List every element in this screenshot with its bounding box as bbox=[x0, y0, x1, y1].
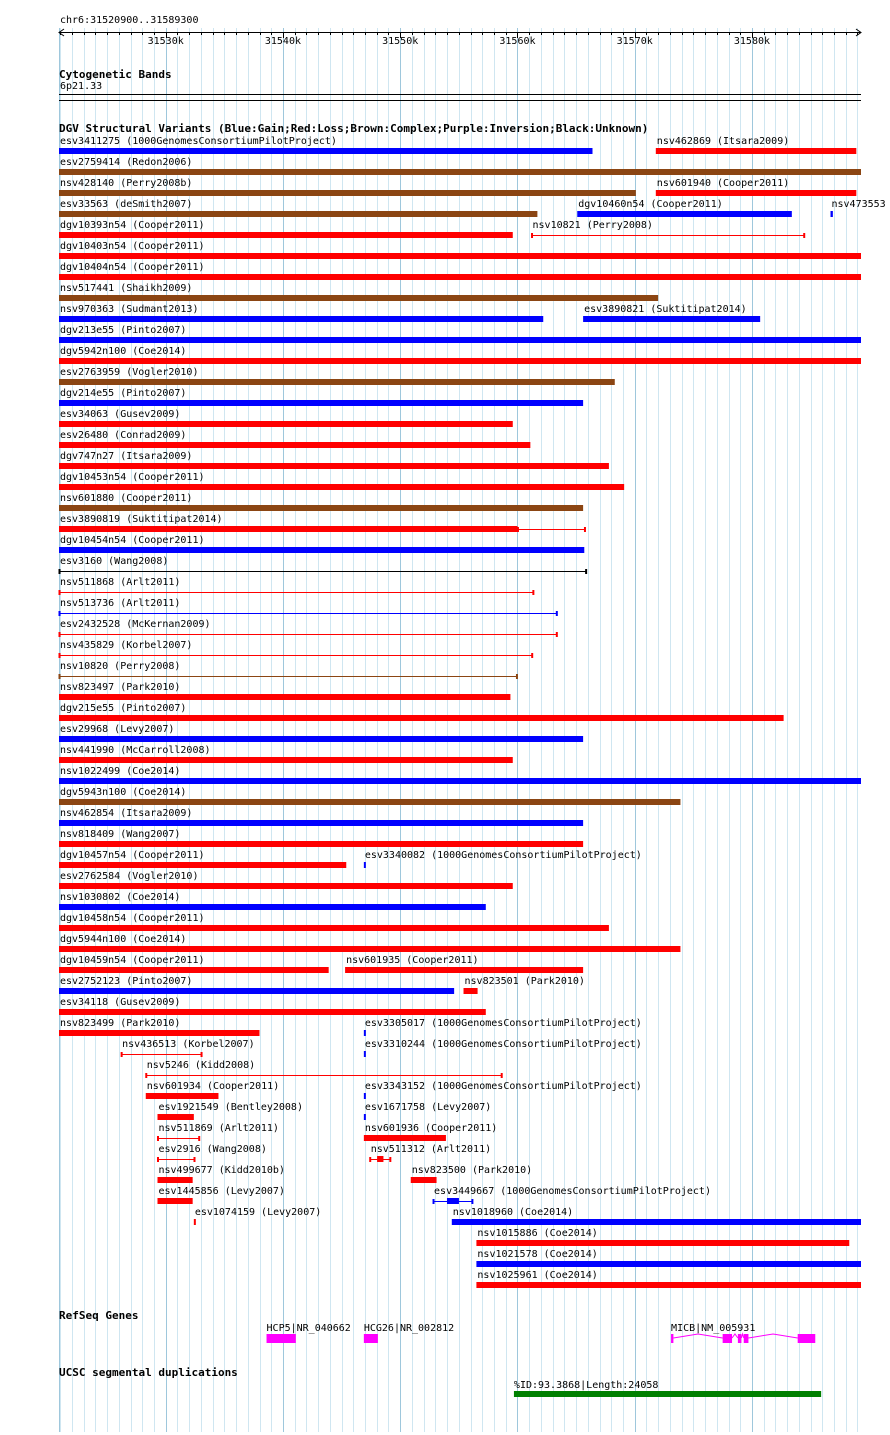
variant-bar[interactable] bbox=[59, 421, 513, 427]
variant-bar[interactable] bbox=[146, 1093, 219, 1099]
variant-label: esv1921549 (Bentley2008) bbox=[158, 1102, 303, 1113]
variant-label: nsv511869 (Arlt2011) bbox=[158, 1123, 279, 1134]
variant-feature[interactable] bbox=[59, 199, 537, 217]
variant-feature[interactable] bbox=[59, 493, 583, 511]
variant-bar[interactable] bbox=[59, 463, 609, 469]
variant-feature[interactable] bbox=[146, 1060, 502, 1078]
gene-label: HCP5|NR_040662 bbox=[266, 1323, 351, 1334]
variant-feature[interactable] bbox=[656, 178, 857, 196]
variant-label: esv3343152 (1000GenomesConsortiumPilotProject) bbox=[364, 1081, 642, 1092]
variant-bar[interactable] bbox=[411, 1177, 437, 1183]
variant-label: nsv5246 (Kidd2008) bbox=[146, 1060, 256, 1071]
variant-feature[interactable] bbox=[59, 808, 583, 826]
variant-bar[interactable] bbox=[476, 1282, 861, 1288]
variant-label: nsv1030802 (Coe2014) bbox=[60, 892, 181, 903]
gene-exon[interactable] bbox=[744, 1334, 749, 1343]
variant-label: esv3310244 (1000GenomesConsortiumPilotProject) bbox=[364, 1039, 642, 1050]
variant-feature[interactable] bbox=[157, 1102, 302, 1120]
variant-bar[interactable] bbox=[59, 295, 658, 301]
gene-intron bbox=[673, 1334, 722, 1338]
variant-feature[interactable] bbox=[656, 136, 857, 154]
variant-feature[interactable] bbox=[59, 367, 615, 385]
variant-label: nsv10820 (Perry2008) bbox=[60, 661, 181, 672]
variant-bar[interactable] bbox=[59, 778, 861, 784]
variant-feature[interactable] bbox=[59, 388, 583, 406]
variant-feature[interactable] bbox=[59, 535, 584, 553]
variant-feature[interactable] bbox=[517, 527, 585, 532]
gene-intron bbox=[748, 1334, 797, 1338]
variant-label: esv1074159 (Levy2007) bbox=[194, 1207, 322, 1218]
variant-feature[interactable] bbox=[59, 451, 609, 469]
variant-label: nsv1018960 (Coe2014) bbox=[452, 1207, 574, 1218]
variant-label: esv1445856 (Levy2007) bbox=[158, 1186, 285, 1197]
variant-feature[interactable] bbox=[59, 304, 543, 322]
variant-label: esv1671758 (Levy2007) bbox=[364, 1102, 492, 1113]
variant-label: dgv10460n54 (Cooper2011) bbox=[578, 199, 723, 210]
variant-bar[interactable] bbox=[364, 862, 366, 868]
cytoband-track-title[interactable]: Cytogenetic Bands bbox=[59, 68, 172, 81]
variant-bar[interactable] bbox=[59, 337, 861, 343]
variant-label: nsv441990 (McCarroll2008) bbox=[60, 745, 211, 756]
variant-bar[interactable] bbox=[59, 505, 583, 511]
variant-label: esv3160 (Wang2008) bbox=[60, 556, 169, 567]
variant-label: nsv1025961 (Coe2014) bbox=[477, 1270, 598, 1281]
variant-bar[interactable] bbox=[59, 358, 861, 364]
variant-bar[interactable] bbox=[59, 1009, 486, 1015]
variant-bar[interactable] bbox=[656, 190, 857, 196]
variant-label: nsv1015886 (Coe2014) bbox=[477, 1228, 598, 1239]
variant-label: esv3890819 (Suktitipat2014) bbox=[60, 514, 223, 525]
gene-intron bbox=[732, 1334, 738, 1338]
variant-feature[interactable] bbox=[59, 283, 658, 301]
gene-label: MICB|NM_005931 bbox=[671, 1323, 756, 1334]
variant-label: dgv10393n54 (Cooper2011) bbox=[60, 220, 205, 231]
variant-feature[interactable] bbox=[370, 1144, 491, 1162]
variant-label: nsv473553 bbox=[831, 199, 886, 210]
region-label: chr6:31520900..31589300 bbox=[60, 15, 199, 26]
variant-bar[interactable] bbox=[59, 211, 537, 217]
variant-bar[interactable] bbox=[59, 925, 609, 931]
variant-label: esv29968 (Levy2007) bbox=[60, 724, 175, 735]
variant-feature[interactable] bbox=[59, 1018, 260, 1036]
variant-label: esv3340082 (1000GenomesConsortiumPilotProject) bbox=[364, 850, 642, 861]
variant-bar[interactable] bbox=[59, 715, 784, 721]
gene-intron bbox=[741, 1334, 743, 1338]
variant-bar[interactable] bbox=[364, 1051, 366, 1057]
variant-label: dgv214e55 (Pinto2007) bbox=[60, 388, 187, 399]
variant-label: dgv10403n54 (Cooper2011) bbox=[60, 241, 205, 252]
refseq-track-title[interactable]: RefSeq Genes bbox=[59, 1309, 139, 1322]
variant-label: nsv511312 (Arlt2011) bbox=[370, 1144, 492, 1155]
ruler-tick-label: 31530k bbox=[147, 36, 184, 47]
variant-bar[interactable] bbox=[59, 400, 583, 406]
variant-bar[interactable] bbox=[59, 547, 584, 553]
variant-bar[interactable] bbox=[59, 694, 510, 700]
variant-label: dgv5943n100 (Coe2014) bbox=[60, 787, 187, 798]
variant-label: dgv10458n54 (Cooper2011) bbox=[60, 913, 205, 924]
variant-feature[interactable] bbox=[476, 1249, 861, 1267]
variant-feature[interactable] bbox=[59, 472, 624, 490]
variant-bar[interactable] bbox=[59, 883, 513, 889]
variant-label: nsv970363 (Sudmant2013) bbox=[60, 304, 199, 315]
variant-label: nsv1022499 (Coe2014) bbox=[60, 766, 181, 777]
variant-bar[interactable] bbox=[831, 211, 833, 217]
variant-bar[interactable] bbox=[59, 484, 624, 490]
variant-feature[interactable] bbox=[59, 220, 513, 238]
variant-label: esv3890821 (Suktitipat2014) bbox=[584, 304, 747, 315]
variant-label: esv2762584 (Vogler2010) bbox=[60, 871, 199, 882]
variant-label: nsv436513 (Korbel2007) bbox=[122, 1039, 255, 1050]
variant-feature[interactable] bbox=[59, 787, 680, 805]
variant-bar[interactable] bbox=[364, 1114, 366, 1120]
variant-bar[interactable] bbox=[157, 1198, 192, 1204]
variant-bar[interactable] bbox=[59, 316, 543, 322]
variant-label: nsv601935 (Cooper2011) bbox=[346, 955, 479, 966]
variant-label: nsv511868 (Arlt2011) bbox=[60, 577, 181, 588]
variant-label: nsv517441 (Shaikh2009) bbox=[60, 283, 193, 294]
variant-feature[interactable] bbox=[433, 1186, 711, 1204]
variant-feature[interactable] bbox=[464, 976, 585, 994]
cytoband-name: 6p21.33 bbox=[60, 81, 103, 92]
variant-bar[interactable] bbox=[377, 1156, 383, 1162]
variant-feature[interactable] bbox=[831, 199, 886, 217]
gene-feature[interactable] bbox=[671, 1323, 815, 1343]
variant-label: dgv10457n54 (Cooper2011) bbox=[60, 850, 205, 861]
variant-feature[interactable] bbox=[364, 1123, 497, 1141]
gene-exon[interactable] bbox=[798, 1334, 816, 1343]
variant-feature[interactable] bbox=[59, 556, 587, 574]
gene-label: HCG26|NR_002812 bbox=[363, 1323, 455, 1334]
variant-bar[interactable] bbox=[59, 841, 583, 847]
variant-bar[interactable] bbox=[59, 946, 680, 952]
variant-bar[interactable] bbox=[59, 967, 329, 973]
variant-label: nsv601940 (Cooper2011) bbox=[656, 178, 790, 189]
variant-label: nsv513736 (Arlt2011) bbox=[60, 598, 181, 609]
variant-feature[interactable] bbox=[59, 724, 583, 742]
variant-feature[interactable] bbox=[59, 136, 592, 154]
segdup-label: %ID:93.3868|Length:24058 bbox=[513, 1380, 659, 1391]
variant-label: nsv435829 (Korbel2007) bbox=[60, 640, 193, 651]
variant-label: nsv823497 (Park2010) bbox=[60, 682, 181, 693]
variant-bar[interactable] bbox=[59, 904, 486, 910]
variant-bar[interactable] bbox=[59, 1030, 260, 1036]
variant-label: nsv499677 (Kidd2010b) bbox=[158, 1165, 285, 1176]
variant-label: dgv10459n54 (Cooper2011) bbox=[60, 955, 205, 966]
variant-bar[interactable] bbox=[59, 379, 615, 385]
ruler-tick-label: 31570k bbox=[616, 36, 653, 47]
variant-feature[interactable] bbox=[364, 1102, 491, 1120]
variant-bar[interactable] bbox=[59, 526, 517, 532]
variant-label: nsv462869 (Itsara2009) bbox=[656, 136, 790, 147]
variant-label: esv2763959 (Vogler2010) bbox=[60, 367, 199, 378]
gene-exon[interactable] bbox=[738, 1334, 742, 1343]
variant-bar[interactable] bbox=[345, 967, 583, 973]
variant-bar[interactable] bbox=[476, 1261, 861, 1267]
variant-label: dgv747n27 (Itsara2009) bbox=[60, 451, 193, 462]
variant-feature[interactable] bbox=[59, 682, 510, 700]
variant-feature[interactable] bbox=[532, 220, 805, 238]
variant-label: esv3449667 (1000GenomesConsortiumPilotProject) bbox=[434, 1186, 711, 1197]
variant-bar[interactable] bbox=[59, 169, 861, 175]
gene-exon[interactable] bbox=[364, 1334, 378, 1343]
dgv-variants-track bbox=[59, 136, 886, 1288]
variant-feature[interactable] bbox=[157, 1165, 284, 1183]
variant-feature[interactable] bbox=[577, 199, 792, 217]
variant-bar[interactable] bbox=[59, 148, 592, 154]
variant-feature[interactable] bbox=[59, 934, 680, 952]
variant-feature[interactable] bbox=[59, 997, 486, 1015]
gene-exon[interactable] bbox=[723, 1334, 732, 1343]
gene-feature[interactable] bbox=[364, 1323, 454, 1343]
variant-label: dgv5944n100 (Coe2014) bbox=[60, 934, 187, 945]
variant-label: esv33563 (deSmith2007) bbox=[60, 199, 193, 210]
variant-label: nsv462854 (Itsara2009) bbox=[60, 808, 193, 819]
variant-label: nsv601880 (Cooper2011) bbox=[60, 493, 193, 504]
variant-label: esv34118 (Gusev2009) bbox=[60, 997, 181, 1008]
variant-feature[interactable] bbox=[59, 913, 609, 931]
variant-bar[interactable] bbox=[59, 988, 454, 994]
dgv-track-title[interactable]: DGV Structural Variants (Blue:Gain;Red:Loss;Brown:Complex;Purple:Inversion;Black:Unknown) bbox=[59, 122, 649, 135]
variant-bar[interactable] bbox=[59, 757, 513, 763]
variant-bar[interactable] bbox=[364, 1030, 366, 1036]
variant-bar[interactable] bbox=[464, 988, 478, 994]
variant-bar[interactable] bbox=[59, 253, 861, 259]
variant-feature[interactable] bbox=[345, 955, 583, 973]
gene-feature[interactable] bbox=[267, 1323, 351, 1343]
variant-feature[interactable] bbox=[59, 577, 534, 595]
variant-bar[interactable] bbox=[447, 1198, 459, 1204]
ruler-tick-label: 31550k bbox=[382, 36, 419, 47]
variant-bar[interactable] bbox=[157, 1177, 192, 1183]
ruler-tick-label: 31540k bbox=[264, 36, 302, 47]
variant-label: esv3305017 (1000GenomesConsortiumPilotProject) bbox=[364, 1018, 642, 1029]
variant-feature[interactable] bbox=[583, 304, 760, 322]
variant-feature[interactable] bbox=[59, 745, 513, 763]
variant-label: esv34063 (Gusev2009) bbox=[60, 409, 181, 420]
variant-bar[interactable] bbox=[59, 736, 583, 742]
variant-bar[interactable] bbox=[59, 820, 583, 826]
variant-feature[interactable] bbox=[59, 955, 329, 973]
variant-feature[interactable] bbox=[59, 871, 513, 889]
segdup-bar[interactable] bbox=[514, 1391, 821, 1397]
gene-exon[interactable] bbox=[267, 1334, 296, 1343]
variant-label: nsv601934 (Cooper2011) bbox=[146, 1081, 280, 1092]
variant-label: nsv601936 (Cooper2011) bbox=[364, 1123, 498, 1134]
variant-feature[interactable] bbox=[476, 1270, 861, 1288]
variant-bar[interactable] bbox=[59, 232, 513, 238]
variant-label: nsv823500 (Park2010) bbox=[411, 1165, 533, 1176]
variant-label: dgv10454n54 (Cooper2011) bbox=[60, 535, 205, 546]
variant-label: esv2752123 (Pinto2007) bbox=[60, 976, 193, 987]
variant-feature[interactable] bbox=[59, 178, 636, 196]
variant-label: dgv213e55 (Pinto2007) bbox=[60, 325, 187, 336]
variant-label: nsv823499 (Park2010) bbox=[60, 1018, 181, 1029]
variant-bar[interactable] bbox=[577, 211, 792, 217]
variant-bar[interactable] bbox=[59, 442, 530, 448]
variant-label: esv3411275 (1000GenomesConsortiumPilotProject) bbox=[60, 136, 337, 147]
variant-bar[interactable] bbox=[583, 316, 760, 322]
variant-label: esv2759414 (Redon2006) bbox=[60, 157, 193, 168]
variant-label: nsv818409 (Wang2007) bbox=[60, 829, 181, 840]
variant-bar[interactable] bbox=[452, 1219, 861, 1225]
segdup-track-title[interactable]: UCSC segmental duplications bbox=[59, 1366, 238, 1379]
variant-label: dgv215e55 (Pinto2007) bbox=[60, 703, 187, 714]
variant-label: esv26480 (Conrad2009) bbox=[60, 430, 187, 441]
variant-label: nsv428140 (Perry2008b) bbox=[60, 178, 193, 189]
variant-feature[interactable] bbox=[59, 661, 517, 679]
refseq-genes-track bbox=[267, 1323, 816, 1343]
variant-feature[interactable] bbox=[476, 1228, 849, 1246]
variant-feature[interactable] bbox=[146, 1081, 279, 1099]
variant-feature[interactable] bbox=[59, 409, 513, 427]
variant-feature[interactable] bbox=[194, 1207, 321, 1225]
variant-feature[interactable] bbox=[157, 1144, 266, 1162]
ruler-tick-label: 31580k bbox=[733, 36, 771, 47]
variant-feature[interactable] bbox=[59, 850, 346, 868]
variant-label: nsv1021578 (Coe2014) bbox=[477, 1249, 598, 1260]
variant-label: dgv10453n54 (Cooper2011) bbox=[60, 472, 205, 483]
variant-feature[interactable] bbox=[59, 976, 454, 994]
variant-feature[interactable] bbox=[121, 1039, 254, 1057]
variant-label: esv2432528 (McKernan2009) bbox=[60, 619, 211, 630]
variant-label: dgv5942n100 (Coe2014) bbox=[60, 346, 187, 357]
variant-bar[interactable] bbox=[476, 1240, 849, 1246]
variant-label: dgv10404n54 (Cooper2011) bbox=[60, 262, 205, 273]
ruler-tick-label: 31560k bbox=[499, 36, 536, 47]
variant-bar[interactable] bbox=[59, 274, 861, 280]
gene-exon[interactable] bbox=[671, 1334, 673, 1343]
variant-label: nsv823501 (Park2010) bbox=[464, 976, 585, 987]
variant-bar[interactable] bbox=[59, 799, 680, 805]
variant-label: esv2916 (Wang2008) bbox=[158, 1144, 267, 1155]
variant-feature[interactable] bbox=[157, 1186, 284, 1204]
variant-label: nsv10821 (Perry2008) bbox=[532, 220, 653, 231]
variant-bar[interactable] bbox=[157, 1114, 193, 1120]
variant-bar[interactable] bbox=[59, 190, 636, 196]
variant-bar[interactable] bbox=[364, 1093, 366, 1099]
variant-feature[interactable] bbox=[59, 892, 486, 910]
variant-feature[interactable] bbox=[59, 703, 784, 721]
variant-bar[interactable] bbox=[194, 1219, 196, 1225]
variant-bar[interactable] bbox=[59, 862, 346, 868]
variant-feature[interactable] bbox=[59, 829, 583, 847]
variant-bar[interactable] bbox=[364, 1135, 446, 1141]
variant-bar[interactable] bbox=[656, 148, 857, 154]
variant-feature[interactable] bbox=[59, 514, 517, 532]
